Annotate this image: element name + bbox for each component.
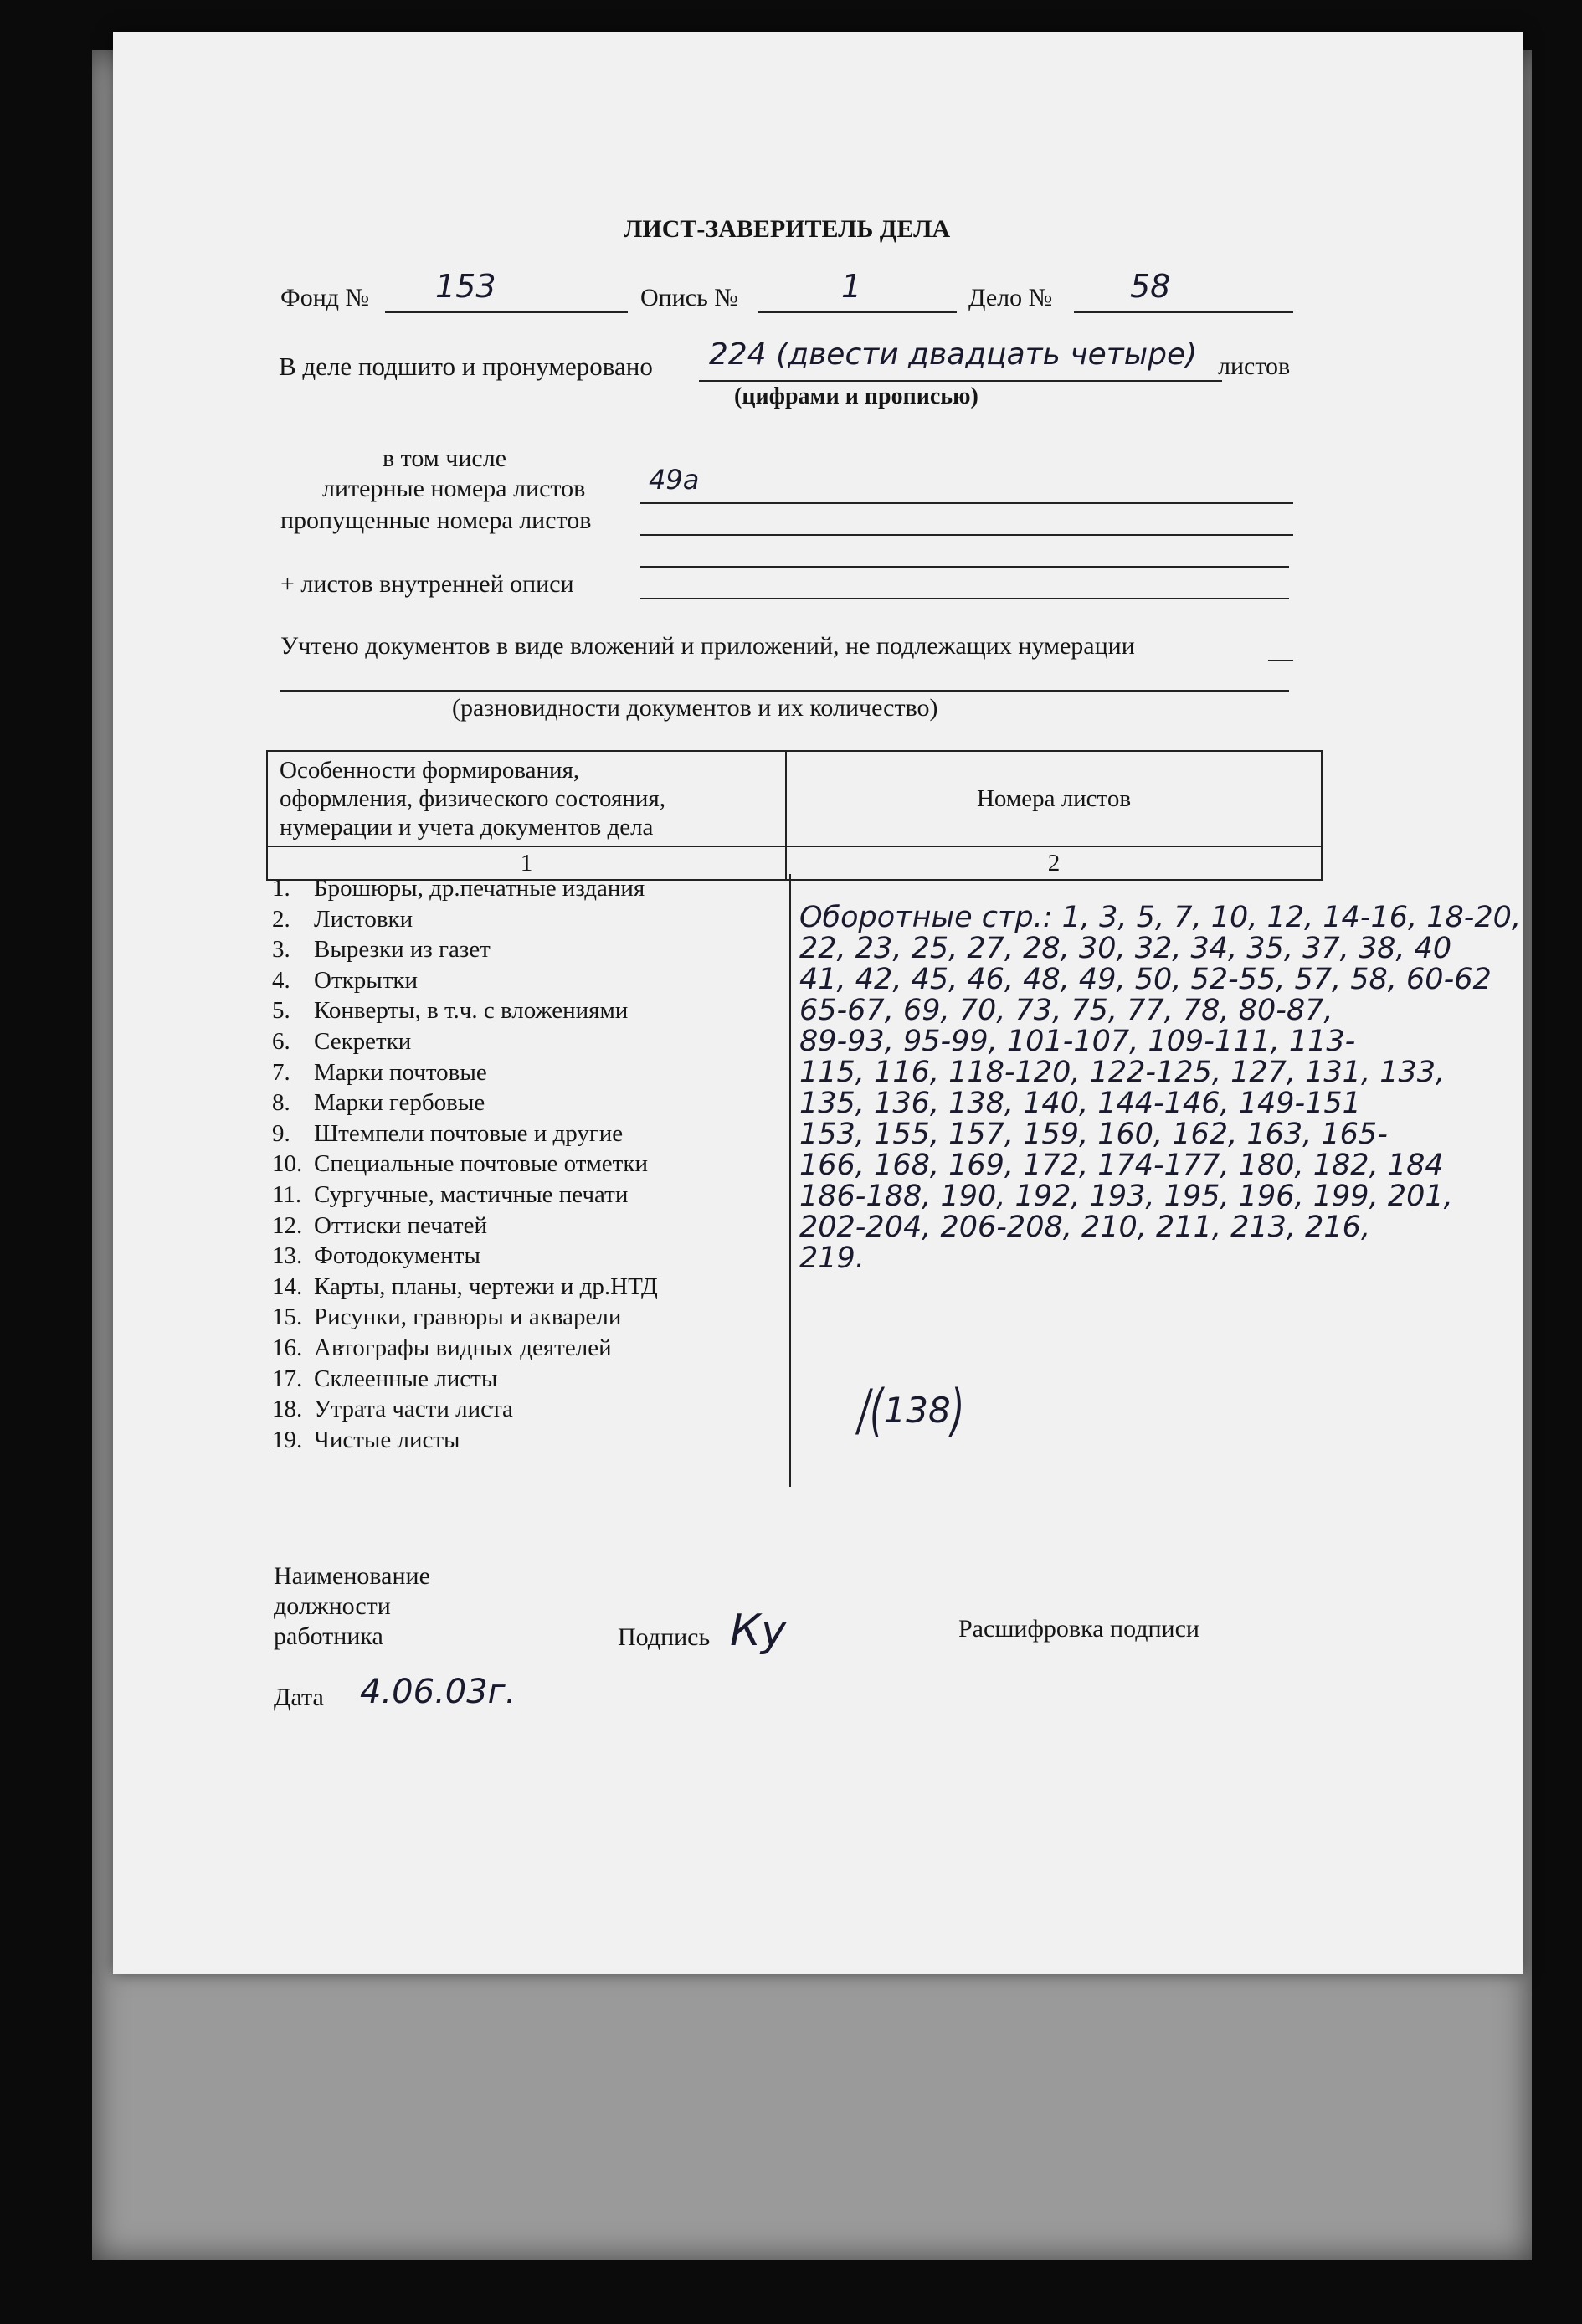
counted-hint: (разновидности документов и их количество) <box>452 694 938 722</box>
feature-item <box>272 904 791 935</box>
sewn-suffix: листов <box>1218 352 1291 380</box>
note-line: Оборотные стр.: 1, 3, 5, 7, 10, 12, 14-16, 18-20, <box>799 901 1522 934</box>
feature-item-text: Марки почтовые <box>314 1058 487 1086</box>
opis-line <box>758 311 957 313</box>
feature-item-text: Конверты, в т.ч. с вложениями <box>314 997 629 1025</box>
counted-label: Учтено документов в виде вложений и приложений, не подлежащих нумерации <box>280 632 1135 660</box>
feature-item <box>272 934 791 965</box>
note-line: 22, 23, 25, 27, 28, 30, 32, 34, 35, 37, 38, 40 <box>799 932 1452 965</box>
note-line: 219. <box>799 1242 865 1275</box>
feature-item-number: 1. <box>272 875 290 902</box>
feature-item <box>272 873 791 904</box>
feature-item-number: 12. <box>272 1211 303 1239</box>
features-list <box>272 873 791 1455</box>
feature-item-text: Чистые листы <box>314 1426 460 1453</box>
feature-item-number: 4. <box>272 966 290 994</box>
note-line: 186-188, 190, 192, 193, 195, 196, 199, 201, <box>799 1180 1453 1213</box>
decode-label: Расшифровка подписи <box>958 1615 1199 1643</box>
feature-item-text: Штемпели почтовые и другие <box>314 1119 624 1147</box>
feature-item <box>272 1272 791 1303</box>
feature-item-number: 6. <box>272 1027 290 1055</box>
feature-item-text: Фотодокументы <box>314 1242 480 1270</box>
position-label-line-3: работника <box>274 1622 383 1650</box>
feature-item-text: Склеенные листы <box>314 1365 498 1392</box>
col2-header: Номера листов <box>786 751 1322 846</box>
feature-item <box>272 1241 791 1272</box>
letter-numbers-line <box>640 502 1293 504</box>
feature-item-number: 18. <box>272 1396 303 1423</box>
opis-value: 1 <box>841 268 862 305</box>
feature-item-text: Вырезки из газет <box>314 936 491 964</box>
missed-numbers-label: пропущенные номера листов <box>280 506 592 534</box>
delo-line <box>1074 311 1293 313</box>
feature-item-text: Рисунки, гравюры и акварели <box>314 1303 622 1331</box>
feature-item-text: Открытки <box>314 966 418 994</box>
fond-line <box>385 311 628 313</box>
feature-item-number: 10. <box>272 1150 303 1178</box>
feature-item-number: 17. <box>272 1365 303 1392</box>
certification-sheet <box>113 32 1523 1974</box>
feature-item <box>272 1211 791 1242</box>
position-label-line-2: должности <box>274 1592 391 1620</box>
feature-item-number: 13. <box>272 1242 303 1270</box>
feature-item <box>272 1364 791 1395</box>
feature-item-text: Марки гербовые <box>314 1089 485 1117</box>
note-line: 153, 155, 157, 159, 160, 162, 163, 165- <box>799 1118 1388 1151</box>
feature-item-text: Сургучные, мастичные печати <box>314 1180 629 1208</box>
col1-header-line-3: нумерации и учета документов дела <box>280 814 654 841</box>
missed-numbers-line-2 <box>640 566 1289 568</box>
note-line: 115, 116, 118-120, 122-125, 127, 131, 133, <box>799 1056 1446 1089</box>
feature-item <box>272 1118 791 1149</box>
page-title: ЛИСТ-ЗАВЕРИТЕЛЬ ДЕЛА <box>624 215 951 243</box>
delo-label: Дело № <box>968 284 1053 311</box>
feature-item <box>272 1149 791 1180</box>
feature-item <box>272 1333 791 1364</box>
feature-item-number: 15. <box>272 1303 303 1331</box>
counted-line-end <box>1268 660 1293 661</box>
feature-item <box>272 995 791 1026</box>
feature-item-number: 14. <box>272 1273 303 1300</box>
note-line: 65-67, 69, 70, 73, 75, 77, 78, 80-87, <box>799 994 1333 1027</box>
feature-item-number: 5. <box>272 997 290 1025</box>
delo-value: 58 <box>1130 268 1171 305</box>
feature-item-number: 11. <box>272 1180 302 1208</box>
feature-item-text: Специальные почтовые отметки <box>314 1150 648 1178</box>
position-label <box>274 1561 430 1652</box>
feature-item-number: 16. <box>272 1334 303 1361</box>
counted-line <box>280 690 1289 692</box>
fond-value: 153 <box>435 268 496 305</box>
feature-item-number: 7. <box>272 1058 290 1086</box>
note-line: 135, 136, 138, 140, 144-146, 149-151 <box>799 1087 1361 1120</box>
feature-item <box>272 965 791 996</box>
feature-item <box>272 1087 791 1118</box>
letter-numbers-label: литерные номера листов <box>322 475 586 502</box>
feature-item <box>272 1057 791 1088</box>
sewn-value: 224 (двести двадцать четыре) <box>709 337 1198 372</box>
col1-number: 1 <box>267 846 786 880</box>
feature-item <box>272 1425 791 1456</box>
note-line: 89-93, 95-99, 101-107, 109-111, 113- <box>799 1025 1356 1058</box>
feature-item-number: 9. <box>272 1119 290 1147</box>
signature-label: Подпись <box>618 1623 711 1651</box>
sewn-hint: (цифрами и прописью) <box>734 383 978 409</box>
sewn-label: В деле подшито и пронумеровано <box>279 352 653 381</box>
feature-item-text: Оттиски печатей <box>314 1211 487 1239</box>
feature-item-text: Автографы видных деятелей <box>314 1334 612 1361</box>
column-divider <box>789 874 791 1487</box>
missed-numbers-line <box>640 534 1293 536</box>
col1-header <box>267 751 786 846</box>
feature-item-text: Карты, планы, чертежи и др.НТД <box>314 1273 658 1300</box>
opis-label: Опись № <box>640 284 738 311</box>
col1-header-line-1: Особенности формирования, <box>280 757 580 784</box>
date-value: 4.06.03г. <box>360 1673 516 1711</box>
inner-inventory-label: + листов внутренней описи <box>280 570 574 598</box>
feature-item <box>272 1026 791 1057</box>
features-table <box>266 750 1323 881</box>
col1-header-line-2: оформления, физического состояния, <box>280 785 665 812</box>
date-label: Дата <box>274 1684 324 1711</box>
position-label-line-1: Наименование <box>274 1562 430 1590</box>
feature-item-number: 8. <box>272 1089 290 1117</box>
feature-item <box>272 1394 791 1425</box>
feature-item <box>272 1180 791 1211</box>
feature-item-number: 3. <box>272 936 290 964</box>
total-count-value: 138 <box>883 1390 951 1431</box>
inner-inventory-line <box>640 598 1289 599</box>
feature-item-number: 19. <box>272 1426 303 1453</box>
fond-label: Фонд № <box>280 284 370 311</box>
feature-item-text: Брошюры, др.печатные издания <box>314 875 645 902</box>
note-line: 166, 168, 169, 172, 174-177, 180, 182, 184 <box>799 1149 1444 1182</box>
feature-item-text: Утрата части листа <box>314 1396 513 1423</box>
feature-item-text: Секретки <box>314 1027 412 1055</box>
signature-mark: Ку <box>730 1606 787 1656</box>
handwritten-notes <box>799 902 1582 1274</box>
including-label: в том числе <box>383 445 507 472</box>
letter-numbers-value: 49а <box>649 464 700 496</box>
feature-item <box>272 1302 791 1333</box>
feature-item-number: 2. <box>272 905 290 933</box>
note-line: 202-204, 206-208, 210, 211, 213, 216, <box>799 1211 1371 1244</box>
col2-number: 2 <box>786 846 1322 880</box>
feature-item-text: Листовки <box>314 905 413 933</box>
note-line: 41, 42, 45, 46, 48, 49, 50, 52-55, 57, 58, 60-62 <box>799 963 1492 996</box>
total-count: /(138) <box>858 1377 965 1443</box>
